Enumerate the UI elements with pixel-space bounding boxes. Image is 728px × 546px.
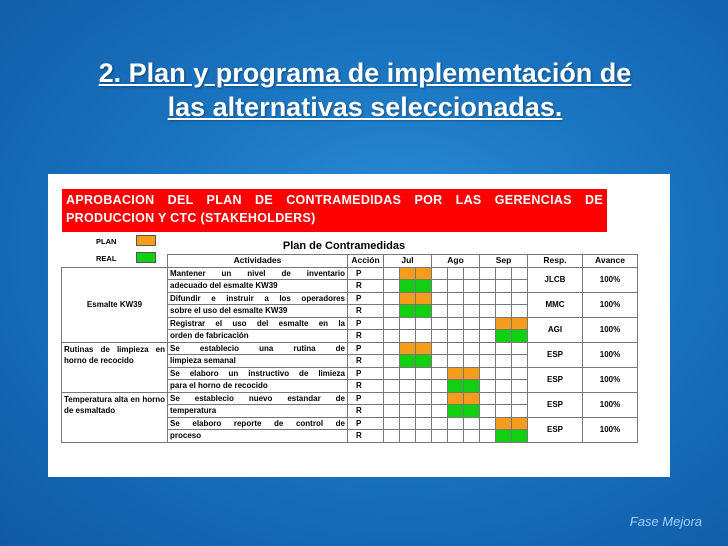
activity-text: temperatura bbox=[168, 405, 348, 418]
week-cell bbox=[448, 330, 464, 343]
header-accion: Acción bbox=[348, 255, 384, 268]
resp-cell: ESP bbox=[528, 417, 583, 442]
week-cell bbox=[384, 392, 400, 405]
plan-bar-cell bbox=[416, 292, 432, 305]
approval-banner bbox=[62, 189, 607, 232]
real-bar-cell bbox=[416, 280, 432, 293]
legend-plan-label: PLAN bbox=[96, 237, 117, 246]
real-code: R bbox=[348, 305, 384, 318]
week-cell bbox=[480, 430, 496, 443]
avance-cell: 100% bbox=[583, 317, 638, 342]
week-cell bbox=[400, 417, 416, 430]
week-cell bbox=[384, 292, 400, 305]
real-code: R bbox=[348, 405, 384, 418]
week-cell bbox=[496, 342, 512, 355]
real-bar-cell bbox=[512, 430, 528, 443]
week-cell bbox=[448, 342, 464, 355]
approval-banner-line-1: APROBACION DEL PLAN DE CONTRAMEDIDAS POR LAS GERENCIAS DE bbox=[66, 193, 603, 207]
resp-cell: MMC bbox=[528, 292, 583, 317]
area-cell: Esmalte KW39 bbox=[62, 267, 168, 342]
plan-table-title: Plan de Contramedidas bbox=[282, 240, 406, 252]
week-cell bbox=[400, 392, 416, 405]
week-cell bbox=[432, 305, 448, 318]
resp-cell: JLCB bbox=[528, 267, 583, 292]
week-cell bbox=[400, 367, 416, 380]
week-cell bbox=[512, 355, 528, 368]
week-cell bbox=[512, 342, 528, 355]
header-avance: Avance bbox=[583, 255, 638, 268]
real-bar-cell bbox=[400, 355, 416, 368]
activity-text: para el horno de recocido bbox=[168, 380, 348, 393]
week-cell bbox=[464, 342, 480, 355]
real-bar-cell bbox=[416, 355, 432, 368]
week-cell bbox=[432, 430, 448, 443]
header-ago: Ago bbox=[432, 255, 480, 268]
slide-title-line-1: 2. Plan y programa de implementación de bbox=[98, 58, 632, 88]
plan-bar-cell bbox=[464, 392, 480, 405]
week-cell bbox=[480, 405, 496, 418]
week-cell bbox=[464, 430, 480, 443]
real-bar-cell bbox=[512, 330, 528, 343]
legend-plan bbox=[96, 237, 116, 246]
week-cell bbox=[448, 417, 464, 430]
week-cell bbox=[384, 305, 400, 318]
week-cell bbox=[432, 367, 448, 380]
week-cell bbox=[512, 367, 528, 380]
week-cell bbox=[464, 267, 480, 280]
plan-bar-cell bbox=[400, 267, 416, 280]
week-cell bbox=[496, 292, 512, 305]
avance-cell: 100% bbox=[583, 392, 638, 417]
week-cell bbox=[480, 292, 496, 305]
week-cell bbox=[384, 355, 400, 368]
legend-plan-swatch bbox=[136, 235, 156, 246]
week-cell bbox=[480, 280, 496, 293]
plan-bar-cell bbox=[496, 317, 512, 330]
week-cell bbox=[496, 380, 512, 393]
activity-text: Mantener un nivel de inventario bbox=[168, 267, 348, 280]
week-cell bbox=[400, 330, 416, 343]
approval-banner-line-2: PRODUCCION Y CTC (STAKEHOLDERS) bbox=[66, 211, 316, 225]
activity-text: limpieza semanal bbox=[168, 355, 348, 368]
resp-cell: ESP bbox=[528, 392, 583, 417]
real-bar-cell bbox=[400, 305, 416, 318]
header-actividades: Actividades bbox=[168, 255, 348, 268]
week-cell bbox=[480, 367, 496, 380]
week-cell bbox=[480, 392, 496, 405]
slide-title bbox=[30, 56, 700, 124]
week-cell bbox=[512, 267, 528, 280]
real-bar-cell bbox=[496, 430, 512, 443]
week-cell bbox=[416, 430, 432, 443]
week-cell bbox=[400, 380, 416, 393]
plan-bar-cell bbox=[448, 392, 464, 405]
plan-code: P bbox=[348, 392, 384, 405]
week-cell bbox=[480, 267, 496, 280]
activity-text: orden de fabricación bbox=[168, 330, 348, 343]
activity-text: Difundir e instruir a los operadores bbox=[168, 292, 348, 305]
plan-bar-cell bbox=[416, 342, 432, 355]
week-cell bbox=[464, 292, 480, 305]
resp-cell: ESP bbox=[528, 342, 583, 367]
header-empty bbox=[62, 255, 168, 268]
week-cell bbox=[384, 317, 400, 330]
week-cell bbox=[432, 405, 448, 418]
plan-code: P bbox=[348, 317, 384, 330]
contramedidas-table bbox=[61, 254, 638, 443]
plan-code: P bbox=[348, 342, 384, 355]
plan-bar-cell bbox=[464, 367, 480, 380]
week-cell bbox=[384, 430, 400, 443]
week-cell bbox=[432, 317, 448, 330]
week-cell bbox=[416, 380, 432, 393]
week-cell bbox=[512, 305, 528, 318]
real-bar-cell bbox=[464, 380, 480, 393]
footer-phase-label: Fase Mejora bbox=[629, 514, 702, 529]
week-cell bbox=[384, 380, 400, 393]
activity-text: Registrar el uso del esmalte en la bbox=[168, 317, 348, 330]
week-cell bbox=[480, 317, 496, 330]
week-cell bbox=[400, 405, 416, 418]
week-cell bbox=[464, 305, 480, 318]
avance-cell: 100% bbox=[583, 292, 638, 317]
week-cell bbox=[464, 317, 480, 330]
week-cell bbox=[416, 405, 432, 418]
week-cell bbox=[448, 305, 464, 318]
activity-text: Se establecio una rutina de bbox=[168, 342, 348, 355]
week-cell bbox=[448, 355, 464, 368]
area-cell: Temperatura alta en horno de esmaltado bbox=[62, 392, 168, 442]
contramedidas-image-panel bbox=[48, 174, 670, 477]
week-cell bbox=[416, 417, 432, 430]
week-cell bbox=[432, 392, 448, 405]
week-cell bbox=[496, 267, 512, 280]
plan-bar-cell bbox=[448, 367, 464, 380]
real-bar-cell bbox=[448, 380, 464, 393]
week-cell bbox=[400, 430, 416, 443]
week-cell bbox=[448, 317, 464, 330]
plan-code: P bbox=[348, 417, 384, 430]
week-cell bbox=[448, 292, 464, 305]
table-row bbox=[62, 392, 638, 405]
real-bar-cell bbox=[464, 405, 480, 418]
week-cell bbox=[464, 417, 480, 430]
week-cell bbox=[384, 405, 400, 418]
real-bar-cell bbox=[400, 280, 416, 293]
slide-title-line-2: las alternativas seleccionadas. bbox=[167, 92, 563, 122]
header-jul: Jul bbox=[384, 255, 432, 268]
resp-cell: AGI bbox=[528, 317, 583, 342]
week-cell bbox=[464, 280, 480, 293]
week-cell bbox=[464, 330, 480, 343]
week-cell bbox=[432, 355, 448, 368]
week-cell bbox=[432, 417, 448, 430]
table-header-row bbox=[62, 255, 638, 268]
plan-bar-cell bbox=[400, 292, 416, 305]
week-cell bbox=[464, 355, 480, 368]
week-cell bbox=[432, 380, 448, 393]
week-cell bbox=[512, 280, 528, 293]
real-code: R bbox=[348, 380, 384, 393]
week-cell bbox=[512, 405, 528, 418]
week-cell bbox=[496, 392, 512, 405]
week-cell bbox=[384, 342, 400, 355]
week-cell bbox=[448, 430, 464, 443]
real-code: R bbox=[348, 280, 384, 293]
week-cell bbox=[496, 280, 512, 293]
activity-text: sobre el uso del esmalte KW39 bbox=[168, 305, 348, 318]
week-cell bbox=[432, 292, 448, 305]
week-cell bbox=[384, 367, 400, 380]
avance-cell: 100% bbox=[583, 367, 638, 392]
week-cell bbox=[432, 267, 448, 280]
real-code: R bbox=[348, 430, 384, 443]
avance-cell: 100% bbox=[583, 342, 638, 367]
plan-bar-cell bbox=[512, 417, 528, 430]
activity-text: Se elaboro un instructivo de limieza bbox=[168, 367, 348, 380]
week-cell bbox=[512, 292, 528, 305]
plan-code: P bbox=[348, 367, 384, 380]
plan-code: P bbox=[348, 292, 384, 305]
week-cell bbox=[480, 330, 496, 343]
week-cell bbox=[400, 317, 416, 330]
week-cell bbox=[416, 392, 432, 405]
week-cell bbox=[496, 367, 512, 380]
week-cell bbox=[432, 342, 448, 355]
plan-bar-cell bbox=[416, 267, 432, 280]
real-code: R bbox=[348, 355, 384, 368]
header-resp: Resp. bbox=[528, 255, 583, 268]
week-cell bbox=[480, 417, 496, 430]
week-cell bbox=[496, 355, 512, 368]
week-cell bbox=[512, 392, 528, 405]
activity-text: Se elaboro reporte de control de bbox=[168, 417, 348, 430]
plan-bar-cell bbox=[512, 317, 528, 330]
activity-text: adecuado del esmalte KW39 bbox=[168, 280, 348, 293]
week-cell bbox=[384, 417, 400, 430]
week-cell bbox=[384, 280, 400, 293]
table-row bbox=[62, 267, 638, 280]
week-cell bbox=[496, 405, 512, 418]
table-row bbox=[62, 342, 638, 355]
header-sep: Sep bbox=[480, 255, 528, 268]
avance-cell: 100% bbox=[583, 417, 638, 442]
real-code: R bbox=[348, 330, 384, 343]
activity-text: Se establecio nuevo estandar de bbox=[168, 392, 348, 405]
week-cell bbox=[432, 330, 448, 343]
real-bar-cell bbox=[448, 405, 464, 418]
avance-cell: 100% bbox=[583, 267, 638, 292]
week-cell bbox=[432, 280, 448, 293]
legend-real-label: REAL bbox=[96, 254, 117, 263]
week-cell bbox=[480, 305, 496, 318]
week-cell bbox=[416, 367, 432, 380]
week-cell bbox=[480, 380, 496, 393]
week-cell bbox=[512, 380, 528, 393]
week-cell bbox=[480, 342, 496, 355]
real-bar-cell bbox=[496, 330, 512, 343]
plan-bar-cell bbox=[496, 417, 512, 430]
resp-cell: ESP bbox=[528, 367, 583, 392]
week-cell bbox=[384, 330, 400, 343]
week-cell bbox=[480, 355, 496, 368]
week-cell bbox=[496, 305, 512, 318]
week-cell bbox=[384, 267, 400, 280]
week-cell bbox=[416, 317, 432, 330]
week-cell bbox=[448, 280, 464, 293]
activity-text: proceso bbox=[168, 430, 348, 443]
week-cell bbox=[448, 267, 464, 280]
plan-bar-cell bbox=[400, 342, 416, 355]
real-bar-cell bbox=[416, 305, 432, 318]
area-cell: Rutinas de limpieza en horno de recocido bbox=[62, 342, 168, 392]
plan-code: P bbox=[348, 267, 384, 280]
week-cell bbox=[416, 330, 432, 343]
